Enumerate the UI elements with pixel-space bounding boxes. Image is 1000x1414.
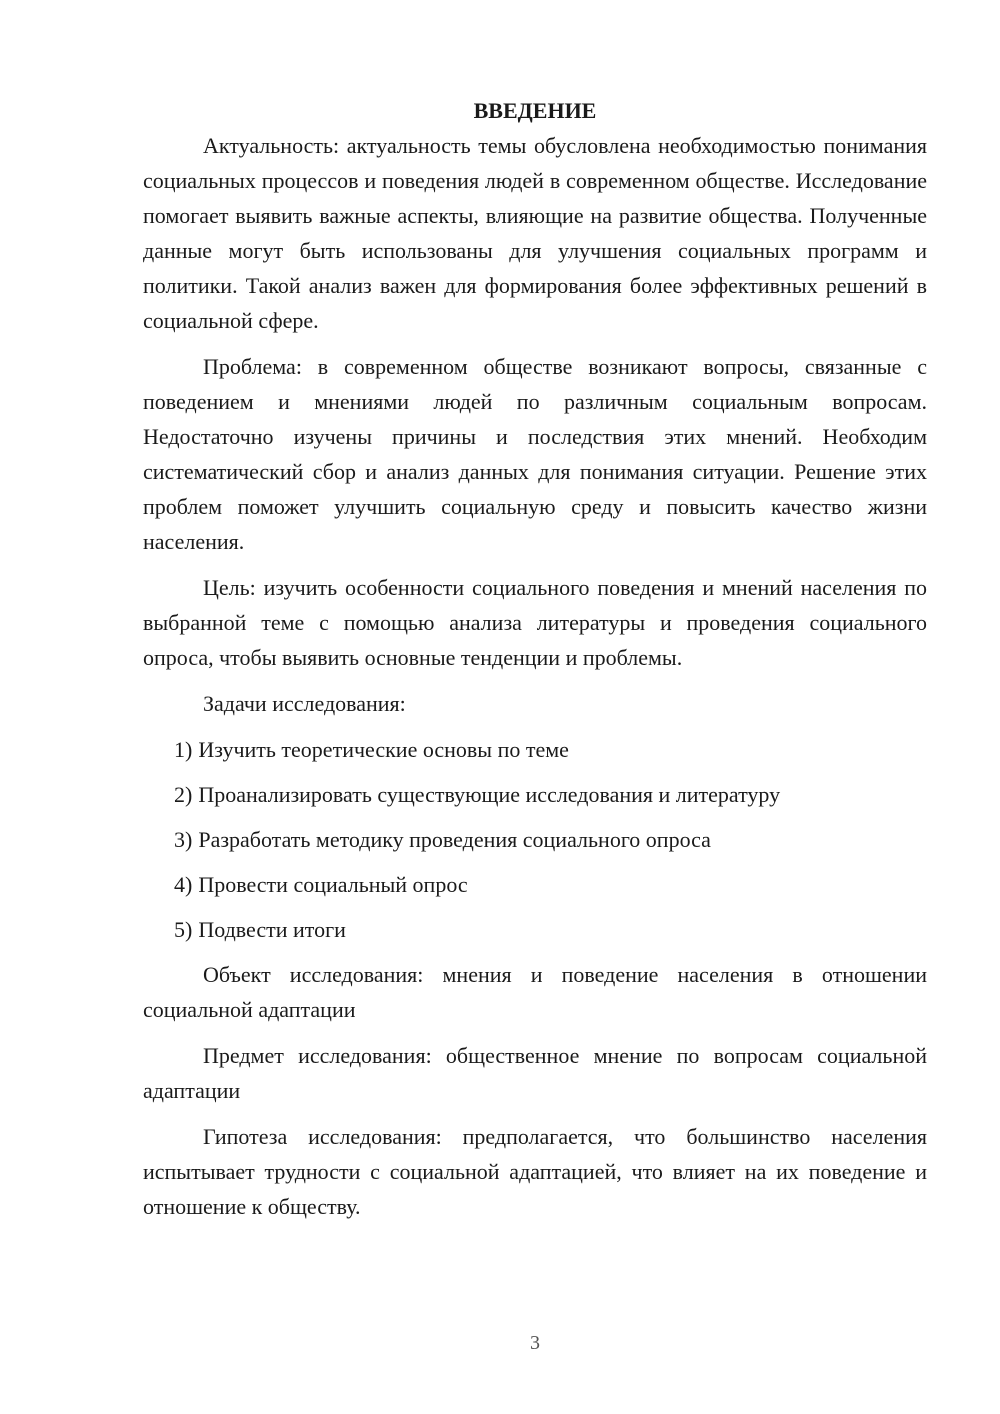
list-item-number: 5) (174, 917, 193, 942)
list-item-text: Провести социальный опрос (198, 872, 468, 897)
page-number: 3 (530, 1332, 540, 1354)
list-item (143, 867, 927, 902)
paragraph-goal: Цель: изучить особенности социального поведения и мнений населения по выбранной теме с помощью анализа литературы и проведения социального опроса, чтобы выявить основные тенденции и проблемы. (143, 575, 927, 670)
page-content (143, 93, 927, 1224)
tasks-title: Задачи исследования: (203, 691, 406, 716)
list-item (143, 912, 927, 947)
paragraph-hypothesis: Гипотеза исследования: предполагается, что большинство населения испытывает трудности с социальной адаптацией, что влияет на их поведение и отношение к обществу. (143, 1124, 927, 1219)
list-item-number: 1) (174, 737, 193, 762)
paragraph-subject: Предмет исследования: общественное мнение по вопросам социальной адаптации (143, 1043, 927, 1103)
list-item-text: Разработать методику проведения социального опроса (198, 827, 711, 852)
paragraph-object: Объект исследования: мнения и поведение населения в отношении социальной адаптации (143, 962, 927, 1022)
list-item (143, 777, 927, 812)
list-item (143, 822, 927, 857)
list-item (143, 732, 927, 767)
list-item-text: Изучить теоретические основы по теме (198, 737, 569, 762)
paragraph-relevance: Актуальность: актуальность темы обусловлена необходимостью понимания социальных процессов и поведения людей в современном обществе. Исследование помогает выявить важные аспекты, влияющие на развитие общества. Полученные данные могут быть использованы для улучшения социальных программ и политики. Такой анализ важен для формирования более эффективных решений в социальной сфере. (143, 133, 927, 333)
paragraph-problem: Проблема: в современном обществе возникают вопросы, связанные с поведением и мнениями людей по различным социальным вопросам. Недостаточно изучены причины и последствия этих мнений. Необходим систематический сбор и анализ данных для понимания ситуации. Решение этих проблем поможет улучшить социальную среду и повысить качество жизни населения. (143, 354, 927, 554)
list-item-number: 3) (174, 827, 193, 852)
list-item-number: 4) (174, 872, 193, 897)
task-list (143, 732, 927, 947)
list-item-text: Проанализировать существующие исследования и литературу (198, 782, 781, 807)
list-item-text: Подвести итоги (198, 917, 346, 942)
list-item-number: 2) (174, 782, 193, 807)
section-heading: ВВЕДЕНИЕ (473, 98, 597, 123)
